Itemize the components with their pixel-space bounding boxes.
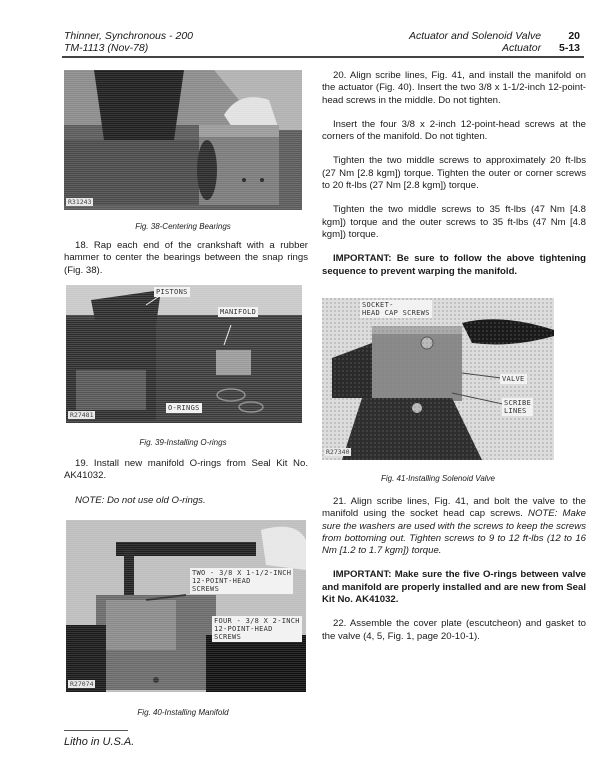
fig41-callout-valve: VALVE — [502, 375, 525, 383]
important-o-rings: IMPORTANT: Make sure the five O-rings between valve and manifold are properly installed and are new from Seal Kit No. AK41032. — [322, 569, 586, 606]
step-20: 20. Align scribe lines, Fig. 41, and install the manifold on the actuator (Fig. 40). Insert the two 3/8 x 1-1/2-inch 12-point-head screws in the middle. Do not tighten. — [322, 70, 586, 106]
step-21-note: NOTE: Make sure the washers are used with the screws to keep the screws from bottoming out. Tighten screws to 9 to 12 ft-lbs (12 to 16 Nm [1.2 to 1.7 kgm]) torque. — [322, 508, 586, 557]
fig38-id-label: R31243 — [68, 198, 92, 206]
fig39-id-label: R27481 — [70, 411, 94, 419]
fig38-caption: Fig. 38-Centering Bearings — [135, 222, 231, 231]
fig40-id-label: R27074 — [70, 680, 94, 688]
step-22: 22. Assemble the cover plate (escutcheon) and gasket to the valve (4, 5, Fig. 1, page 20-10-1). — [322, 618, 586, 642]
footer-rule — [64, 730, 128, 731]
important-tightening-sequence: IMPORTANT: Be sure to follow the above tightening sequence to prevent warping the manifold. — [322, 253, 586, 277]
step-18: 18. Rap each end of the crankshaft with a rubber hammer to center the bearings between the snap rings (Fig. 38). — [64, 240, 308, 276]
fig40-photo — [66, 520, 306, 692]
header-left — [64, 30, 193, 54]
step-21-text: 21. Align scribe lines, Fig. 41, and bolt the valve to the manifold using the socket head cap screws. — [322, 496, 586, 520]
right-text-block-1 — [322, 70, 586, 290]
fig38-photo — [64, 70, 302, 210]
step-20-torque-final: Tighten the two middle screws to 35 ft-lbs (47 Nm [4.8 kgm]) torque and the outer screws to 35 ft-lbs (47 Nm [4.8 kgm]) torque. — [322, 204, 586, 240]
left-text-block-2 — [64, 458, 308, 519]
page-number: 5-13 — [558, 42, 580, 54]
left-text-block-1 — [64, 240, 308, 289]
right-text-block-2 — [322, 496, 586, 655]
fig39-callout-pistons: PISTONS — [156, 288, 188, 296]
fig40-callout-four-screws: FOUR - 3/8 X 2-INCH 12-POINT-HEAD SCREWS — [214, 617, 300, 641]
fig38-image — [64, 70, 302, 210]
manual-id-date: TM-1113 (Nov-78) — [64, 42, 149, 54]
note-19: NOTE: Do not use old O-rings. — [75, 494, 206, 506]
fig39-callout-manifold: MANIFOLD — [220, 308, 257, 316]
header-right — [409, 30, 580, 54]
fig41-id-label: R27340 — [326, 448, 350, 456]
fig39-caption: Fig. 39-Installing O-rings — [139, 438, 227, 447]
subsection-title: Actuator — [501, 42, 542, 54]
fig41-callout-scribe-lines: SCRIBE LINES — [504, 399, 532, 415]
fig40-image — [66, 520, 306, 692]
section-number: 20 — [568, 30, 580, 42]
fig39-callout-o-rings: O-RINGS — [168, 404, 200, 412]
fig40-caption: Fig. 40-Installing Manifold — [137, 708, 229, 717]
step-20-torque-initial: Tighten the two middle screws to approximately 20 ft-lbs (27 Nm [2.8 kgm]) torque. Tighten the outer or corner screws to 20 ft-lbs (27 Nm [2.8 kgm]) torque. — [322, 155, 586, 192]
header-rule — [62, 56, 584, 58]
manual-title: Thinner, Synchronous - 200 — [64, 30, 193, 42]
step-20-corner-screws: Insert the four 3/8 x 2-inch 12-point-head screws at the corners of the manifold. Do not tighten. — [322, 118, 586, 143]
fig41-photo — [322, 298, 554, 460]
step-21 — [322, 496, 586, 557]
fig40-callout-two-screws: TWO - 3/8 X 1-1/2-INCH 12-POINT-HEAD SCREWS — [192, 569, 292, 593]
fig41-callout-socket-head-cap-screws: SOCKET- HEAD CAP SCREWS — [362, 301, 430, 317]
fig41-caption: Fig. 41-Installing Solenoid Valve — [381, 474, 495, 483]
step-19: 19. Install new manifold O-rings from Seal Kit No. AK41032. — [64, 458, 308, 482]
section-title: Actuator and Solenoid Valve — [408, 30, 542, 42]
fig39-photo — [66, 285, 302, 423]
footer-litho: Litho in U.S.A. — [64, 736, 135, 748]
